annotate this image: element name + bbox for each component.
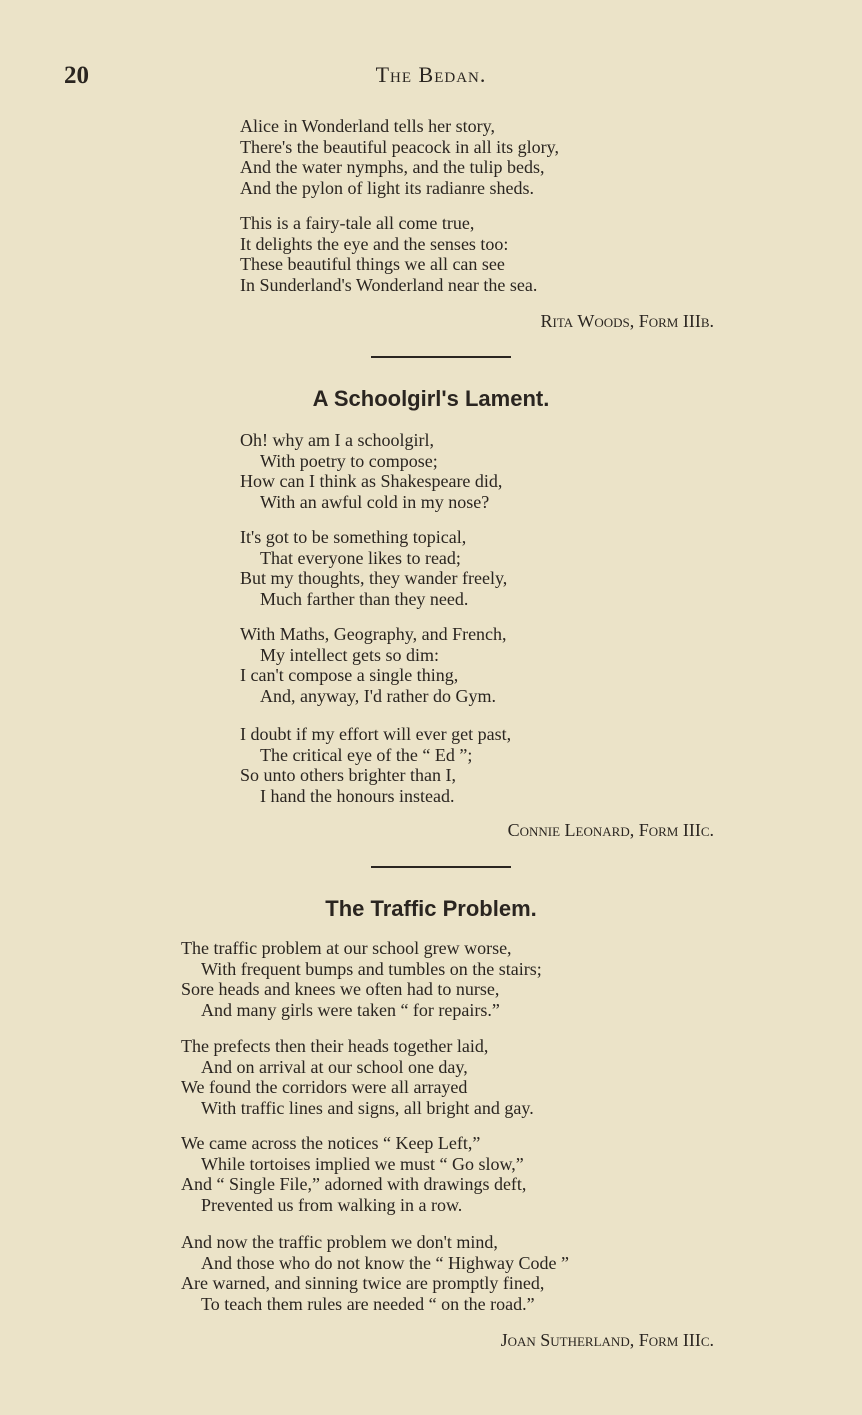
poem-line: And now the traffic problem we don't mind, (181, 1232, 498, 1252)
poem-line: The critical eye of the “ Ed ”; (260, 744, 473, 765)
poem2-signature: Connie Leonard, Form IIIc. (507, 820, 714, 840)
poem3-title: The Traffic Problem. (325, 896, 537, 921)
poem1-stanza-2 (240, 213, 537, 295)
poem-line: And many girls were taken “ for repairs.” (201, 999, 500, 1020)
poem-line: Much farther than they need. (260, 588, 469, 609)
poem-line: These beautiful things we all can see (240, 254, 505, 274)
poem2-stanza-3 (240, 624, 507, 706)
section-divider (371, 356, 511, 358)
poem-line: With poetry to compose; (260, 450, 438, 471)
poem-line: And, anyway, I'd rather do Gym. (260, 685, 497, 706)
poem-line: But my thoughts, they wander freely, (240, 568, 508, 588)
section-divider (371, 866, 511, 868)
poem3-signature: Joan Sutherland, Form IIIc. (500, 1330, 714, 1350)
poem-line: Prevented us from walking in a row. (201, 1194, 463, 1215)
page-number: 20 (64, 62, 89, 89)
poem-line: In Sunderland's Wonderland near the sea. (240, 274, 538, 295)
poem-line: How can I think as Shakespeare did, (240, 471, 503, 491)
poem-line: This is a fairy-tale all come true, (240, 213, 475, 233)
poem-line: It delights the eye and the senses too: (240, 233, 509, 254)
poem-line: And the water nymphs, and the tulip beds, (240, 157, 545, 177)
poem-line: To teach them rules are needed “ on the road.” (201, 1293, 535, 1314)
poem-line: And “ Single File,” adorned with drawings deft, (181, 1174, 527, 1194)
poem-line: And on arrival at our school one day, (201, 1056, 468, 1077)
poem-line: Alice in Wonderland tells her story, (240, 116, 495, 136)
poem-line: We found the corridors were all arrayed (181, 1077, 468, 1097)
poem-line: I doubt if my effort will ever get past, (240, 724, 512, 744)
poem1-stanza-1 (240, 116, 559, 198)
poem-line: While tortoises implied we must “ Go slow,” (201, 1153, 524, 1174)
poem-line: My intellect gets so dim: (260, 644, 439, 665)
poem-line: So unto others brighter than I, (240, 765, 456, 785)
poem-line: It's got to be something topical, (240, 527, 467, 547)
poem2-title: A Schoolgirl's Lament. (312, 386, 550, 411)
poem-line: I can't compose a single thing, (240, 665, 459, 685)
poem-line: With an awful cold in my nose? (260, 491, 490, 512)
poem-line: The prefects then their heads together laid, (181, 1036, 489, 1056)
poem-line: And those who do not know the “ Highway Code ” (201, 1252, 569, 1273)
poem-line: There's the beautiful peacock in all its glory, (240, 136, 559, 157)
poem2-stanza-1 (240, 430, 502, 512)
poem-line: We came across the notices “ Keep Left,” (181, 1133, 481, 1153)
poem-line: That everyone likes to read; (260, 547, 461, 568)
poem-line: And the pylon of light its radianre sheds. (240, 177, 534, 198)
poem-line: The traffic problem at our school grew worse, (181, 938, 512, 958)
poem-line: I hand the honours instead. (260, 785, 455, 806)
poem-line: Are warned, and sinning twice are promptly fined, (181, 1273, 545, 1293)
poem-line: With traffic lines and signs, all bright and gay. (201, 1097, 534, 1118)
poem-line: With frequent bumps and tumbles on the stairs; (201, 958, 542, 979)
poem3-stanza-4 (181, 1232, 569, 1314)
poem2-stanza-2 (240, 527, 507, 609)
poem-line: Oh! why am I a schoolgirl, (240, 430, 434, 450)
poem3-stanza-1 (181, 938, 542, 1020)
poem-line: Sore heads and knees we often had to nurse, (181, 979, 500, 999)
poem2-stanza-4 (240, 724, 511, 806)
running-head: The Bedan. (375, 62, 487, 87)
poem1-signature: Rita Woods, Form IIIb. (540, 311, 714, 331)
poem3-stanza-2 (181, 1036, 534, 1118)
poem3-stanza-3 (181, 1133, 526, 1215)
poem-line: With Maths, Geography, and French, (240, 624, 507, 644)
